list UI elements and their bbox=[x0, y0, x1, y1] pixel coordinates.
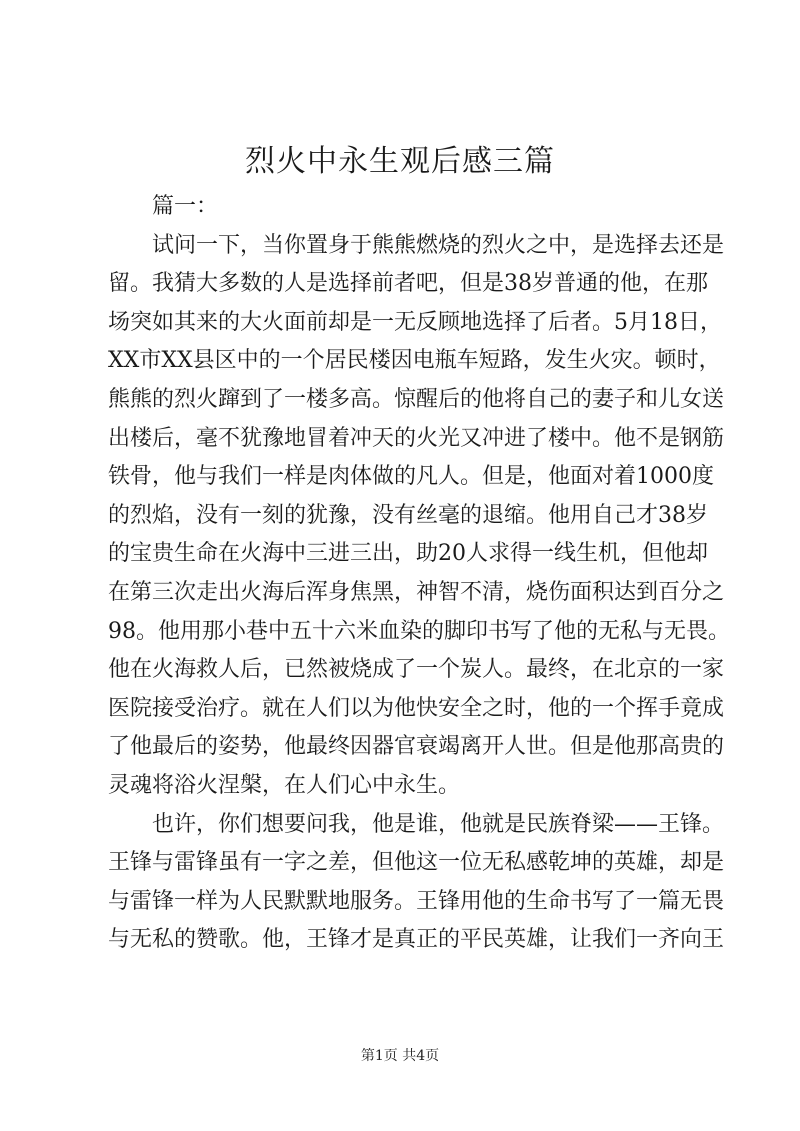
paragraph-1-line: 医院接受治疗。就在人们以为他快安全之时，他的一个挥手竟成 bbox=[108, 695, 725, 721]
paragraph-1-line: 熊熊的烈火蹿到了一楼多高。惊醒后的他将自己的妻子和儿女送 bbox=[108, 386, 725, 412]
paragraph-2-line: 与无私的赞歌。他，王锋才是真正的平民英雄，让我们一齐向王 bbox=[108, 927, 725, 953]
paragraph-1-line: 的烈焰，没有一刻的犹豫，没有丝毫的退缩。他用自己才38岁 bbox=[108, 502, 708, 528]
paragraph-1-line: 铁骨，他与我们一样是肉体做的凡人。但是，他面对着1000度 bbox=[108, 464, 714, 490]
paragraph-1-line: 留。我猜大多数的人是选择前者吧，但是38岁普通的他，在那 bbox=[108, 271, 708, 297]
paragraph-1-line: 出楼后，毫不犹豫地冒着冲天的火光又冲进了楼中。他不是钢筋 bbox=[108, 425, 725, 451]
section-label: 篇一： bbox=[152, 194, 219, 219]
paragraph-1-line: 的宝贵生命在火海中三进三出，助20人求得一线生机，但他却 bbox=[108, 541, 708, 567]
document-body bbox=[108, 188, 730, 960]
paragraph-1-line: XX市XX县区中的一个居民楼因电瓶车短路，发生火灾。顿时， bbox=[108, 348, 721, 374]
paragraph-1 bbox=[108, 227, 730, 806]
document-title: 烈火中永生观后感三篇 bbox=[245, 144, 555, 179]
paragraph-2-line: 王锋与雷锋虽有一字之差，但他这一位无私感乾坤的英雄，却是 bbox=[108, 850, 725, 876]
paragraph-2-line: 也许，你们想要问我，他是谁，他就是民族脊梁——王锋。 bbox=[152, 811, 725, 837]
paragraph-1-line: 98。他用那小巷中五十六米血染的脚印书写了他的无私与无畏。 bbox=[108, 618, 730, 644]
paragraph-1-line: 灵魂将浴火涅槃，在人们心中永生。 bbox=[108, 772, 461, 798]
paragraph-1-line: 场突如其来的大火面前却是一无反顾地选择了后者。5月18日， bbox=[108, 309, 722, 335]
page-footer: 第1页 共4页 bbox=[360, 1048, 440, 1064]
paragraph-1-line: 他在火海救人后，已然被烧成了一个炭人。最终，在北京的一家 bbox=[108, 657, 725, 683]
paragraph-2-line: 与雷锋一样为人民默默地服务。王锋用他的生命书写了一篇无畏 bbox=[108, 888, 725, 914]
paragraph-1-line: 试问一下，当你置身于熊熊燃烧的烈火之中，是选择去还是 bbox=[152, 232, 725, 258]
paragraph-1-line: 在第三次走出火海后浑身焦黑，神智不清，烧伤面积达到百分之 bbox=[108, 579, 725, 605]
paragraph-1-line: 了他最后的姿势，他最终因器官衰竭离开人世。但是他那高贵的 bbox=[108, 734, 725, 760]
paragraph-2 bbox=[108, 806, 725, 960]
